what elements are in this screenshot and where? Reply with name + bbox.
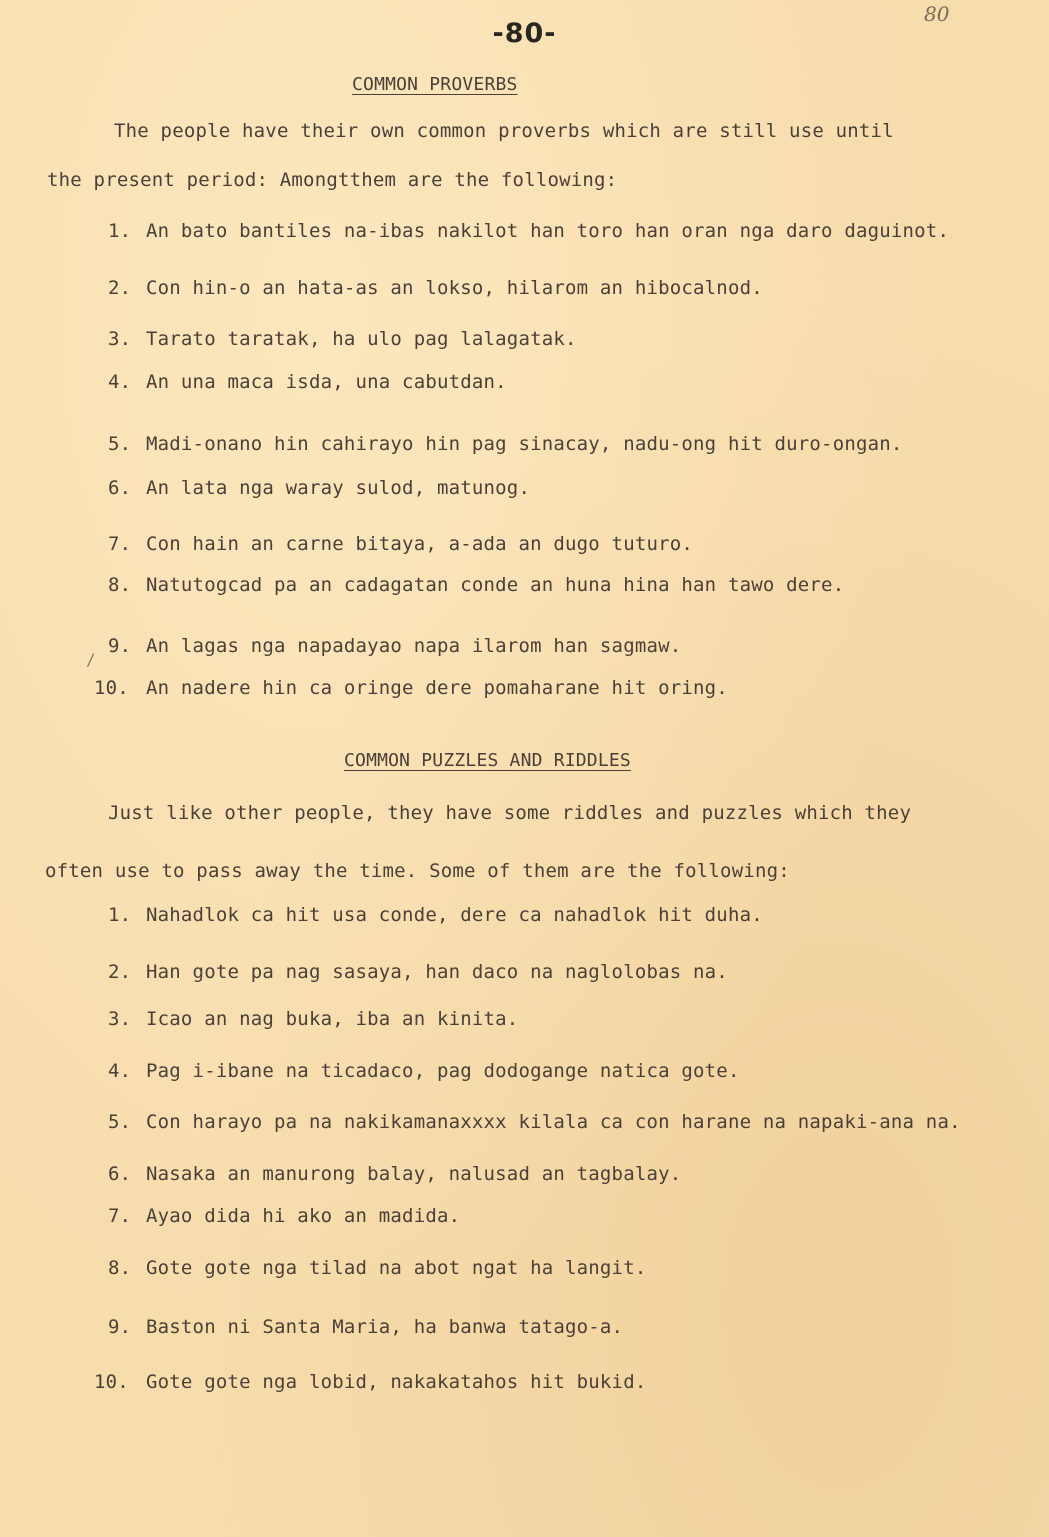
proverb-number: 1.	[108, 220, 132, 242]
proverb-text: Con hin-o an hata-as an lokso, hilarom an hibocalnod.	[146, 277, 763, 299]
riddle-text: Gote gote nga lobid, nakakatahos hit bukid.	[146, 1371, 647, 1393]
riddle-text: Con harayo pa na nakikamanaxxxx kilala ca con harane na napaki-ana na.	[146, 1111, 961, 1133]
riddle-number: 4.	[108, 1060, 132, 1082]
riddle-text: Icao an nag buka, iba an kinita.	[146, 1008, 519, 1030]
riddle-item	[108, 1060, 740, 1082]
proverb-text: An bato bantiles na-ibas nakilot han toro han oran nga daro daguinot.	[146, 220, 950, 242]
riddle-item	[108, 1316, 623, 1338]
riddle-number: 1.	[108, 904, 132, 926]
riddle-number: 3.	[108, 1008, 132, 1030]
page-number: -80-	[492, 18, 557, 49]
proverb-item	[108, 574, 844, 596]
riddle-item	[108, 1163, 681, 1185]
riddle-text: Pag i-ibane na ticadaco, pag dodogange natica gote.	[146, 1060, 740, 1082]
proverb-number: 9.	[108, 635, 132, 657]
riddles-intro-line-2: often use to pass away the time. Some of them are the following:	[45, 860, 790, 882]
margin-pencil-mark: /	[86, 650, 96, 669]
riddle-number: 5.	[108, 1111, 132, 1133]
proverb-item	[108, 371, 507, 393]
proverb-item	[108, 277, 763, 299]
proverb-text: An nadere hin ca oringe dere pomaharane hit oring.	[146, 677, 728, 699]
proverb-number: 10.	[94, 677, 129, 699]
proverb-text: An lata nga waray sulod, matunog.	[146, 477, 531, 499]
proverb-text: An una maca isda, una cabutdan.	[146, 371, 507, 393]
riddle-item	[108, 1205, 460, 1227]
riddle-item	[108, 904, 763, 926]
riddle-text: Baston ni Santa Maria, ha banwa tatago-a.	[146, 1316, 624, 1338]
proverb-text: Natutogcad pa an cadagatan conde an huna hina han tawo dere.	[146, 574, 845, 596]
riddle-item	[108, 1257, 646, 1279]
riddle-item	[108, 1008, 518, 1030]
proverb-number: 6.	[108, 477, 132, 499]
proverb-number: 3.	[108, 328, 132, 350]
riddle-number: 10.	[94, 1371, 129, 1393]
riddle-item	[108, 961, 728, 983]
riddle-number: 8.	[108, 1257, 132, 1279]
proverb-text: Madi-onano hin cahirayo hin pag sinacay, nadu-ong hit duro-ongan.	[146, 433, 903, 455]
proverb-text: An lagas nga napadayao napa ilarom han sagmaw.	[146, 635, 682, 657]
riddles-heading: COMMON PUZZLES AND RIDDLES	[344, 750, 631, 771]
proverb-number: 4.	[108, 371, 132, 393]
proverb-number: 7.	[108, 533, 132, 555]
riddle-number: 7.	[108, 1205, 132, 1227]
riddle-number: 6.	[108, 1163, 132, 1185]
proverb-item	[108, 533, 693, 555]
proverb-number: 2.	[108, 277, 132, 299]
proverbs-intro-line-1: The people have their own common proverbs which are still use until	[114, 120, 894, 142]
riddle-text: Gote gote nga tilad na abot ngat ha langit.	[146, 1257, 647, 1279]
proverb-item	[94, 677, 728, 699]
riddle-text: Ayao dida hi ako an madida.	[146, 1205, 461, 1227]
proverb-item	[108, 477, 530, 499]
proverbs-intro-line-2: the present period: Amongtthem are the following:	[47, 169, 618, 191]
proverb-item	[108, 328, 577, 350]
proverb-item	[108, 433, 903, 455]
riddle-text: Nasaka an manurong balay, nalusad an tagbalay.	[146, 1163, 682, 1185]
proverb-number: 5.	[108, 433, 132, 455]
riddle-item	[94, 1371, 646, 1393]
proverb-item	[108, 220, 949, 242]
proverbs-heading: COMMON PROVERBS	[352, 74, 518, 95]
riddle-text: Nahadlok ca hit usa conde, dere ca nahadlok hit duha.	[146, 904, 763, 926]
proverb-text: Tarato taratak, ha ulo pag lalagatak.	[146, 328, 577, 350]
proverb-item	[108, 635, 681, 657]
riddle-item	[108, 1111, 961, 1133]
proverb-number: 8.	[108, 574, 132, 596]
proverb-text: Con hain an carne bitaya, a-ada an dugo tuturo.	[146, 533, 694, 555]
handwritten-page-number: 80	[924, 2, 950, 26]
riddle-number: 9.	[108, 1316, 132, 1338]
riddles-intro-line-1: Just like other people, they have some riddles and puzzles which they	[108, 802, 912, 824]
riddle-number: 2.	[108, 961, 132, 983]
riddle-text: Han gote pa nag sasaya, han daco na naglolobas na.	[146, 961, 728, 983]
